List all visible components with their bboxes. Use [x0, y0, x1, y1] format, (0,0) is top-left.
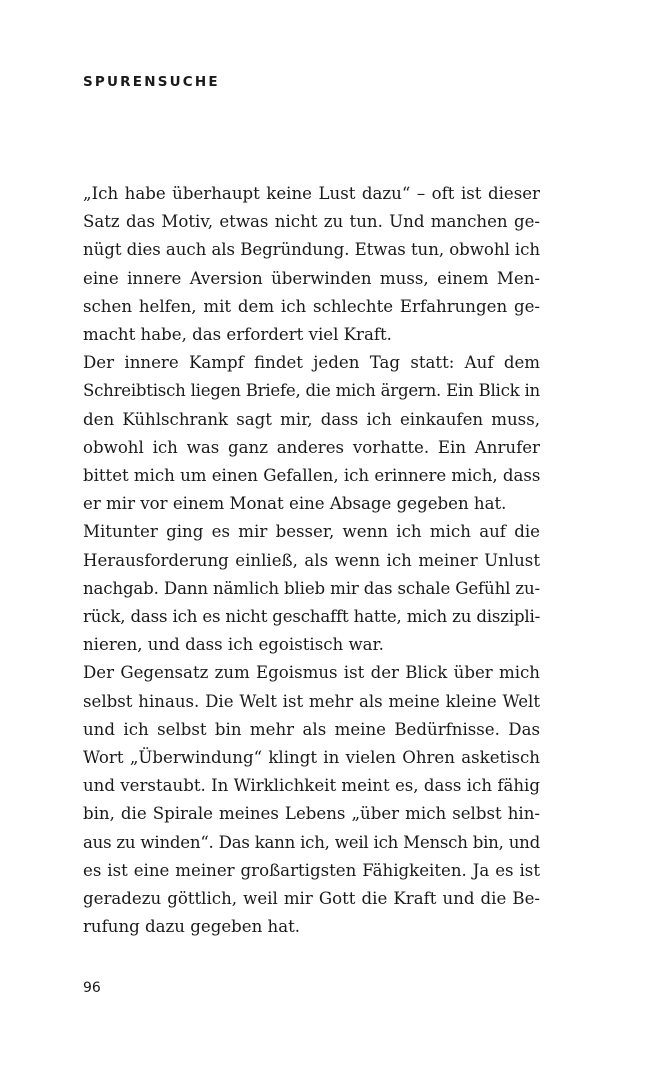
- text-line: bin, die Spirale meines Lebens „über mich selbst hin-: [83, 804, 540, 824]
- text-line: Herausforderung einließ, als wenn ich meiner Unlust: [83, 550, 540, 570]
- text-line: Satz das Motiv, etwas nicht zu tun. Und manchen ge-: [83, 212, 540, 232]
- text-line: Mitunter ging es mir besser, wenn ich mich auf die: [83, 522, 540, 542]
- text-line: nachgab. Dann nämlich blieb mir das schale Gefühl zu-: [83, 578, 540, 598]
- text-line: und ich selbst bin mehr als meine Bedürfnisse. Das: [83, 719, 540, 739]
- running-head: SPURENSUCHE: [83, 74, 220, 90]
- text-line: es ist eine meiner großartigsten Fähigkeiten. Ja es ist: [83, 860, 540, 880]
- text-line: geradezu göttlich, weil mir Gott die Kraft und die Be-: [83, 889, 540, 909]
- text-line: nieren, und dass ich egoistisch war.: [83, 635, 384, 655]
- text-line: macht habe, das erfordert viel Kraft.: [83, 325, 392, 345]
- text-line: bittet mich um einen Gefallen, ich erinnere mich, dass: [83, 466, 541, 486]
- page-number: 96: [83, 980, 101, 996]
- text-line: Der Gegensatz zum Egoismus ist der Blick über mich: [83, 663, 540, 683]
- paragraph-2: [83, 349, 540, 518]
- text-line: eine innere Aversion überwinden muss, einem Men-: [83, 268, 540, 288]
- body-text: [83, 180, 540, 941]
- text-line: obwohl ich was ganz anderes vorhatte. Ein Anrufer: [83, 437, 540, 457]
- paragraph-4: [83, 659, 540, 941]
- text-line: den Kühlschrank sagt mir, dass ich einkaufen muss,: [83, 409, 540, 429]
- text-line: nügt dies auch als Begründung. Etwas tun, obwohl ich: [83, 240, 541, 260]
- paragraph-3: [83, 518, 540, 659]
- text-line: schen helfen, mit dem ich schlechte Erfahrungen ge-: [83, 296, 540, 316]
- text-line: Der innere Kampf findet jeden Tag statt: Auf dem: [83, 353, 540, 373]
- text-line: rufung dazu gegeben hat.: [83, 917, 301, 937]
- text-line: rück, dass ich es nicht geschafft hatte, mich zu diszipli-: [83, 607, 541, 627]
- text-line: Wort „Überwindung“ klingt in vielen Ohren asketisch: [83, 748, 540, 768]
- text-line: „Ich habe überhaupt keine Lust dazu“ – oft ist dieser: [83, 184, 540, 203]
- text-line: selbst hinaus. Die Welt ist mehr als meine kleine Welt: [83, 691, 540, 711]
- text-line: Schreibtisch liegen Briefe, die mich ärgern. Ein Blick in: [83, 381, 540, 401]
- text-line: und verstaubt. In Wirklichkeit meint es, dass ich fähig: [83, 776, 540, 796]
- text-line: aus zu winden“. Das kann ich, weil ich Mensch bin, und: [83, 832, 540, 852]
- text-line: er mir vor einem Monat eine Absage gegeben hat.: [83, 494, 507, 514]
- paragraph-1: [83, 180, 540, 349]
